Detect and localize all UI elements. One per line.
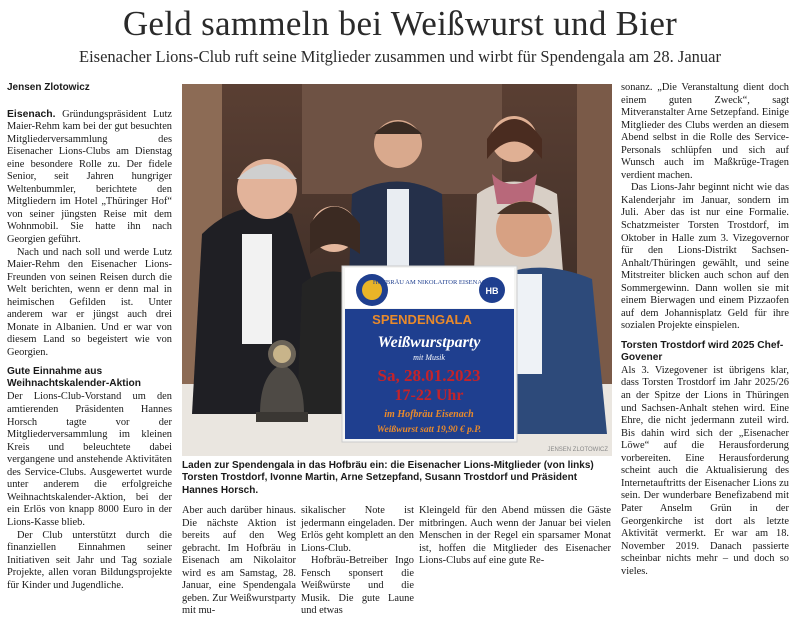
- photo-caption: Laden zur Spendengala in das Hofbräu ein: die Eisenacher Lions-Mitglieder (von links) Torsten Trostdorf, Ivonne Martin, Arne Setzepfand, Susann Trostdorf und Präsident Hannes Horsch.: [182, 460, 594, 496]
- article-column-2: [182, 505, 296, 618]
- poster-time: 17-22 Uhr: [394, 387, 464, 404]
- subheadline: Eisenacher Lions-Club ruft seine Mitglieder zusammen und wirbt für Spendengala am 28. Januar: [79, 47, 721, 66]
- article-column-1: [7, 82, 172, 592]
- paragraph: Als 3. Vizegovener ist übrigens klar, dass Torsten Trostdorf im Jahr 2025/26 an der Spitze der Lions in Thüringen und Sachsen-Anhalt stehen wird. Eine Ehre, die nicht jedermann zuteil wird. Bis dahin wird sich der „Eisenacher Löwe“ auf die Herausforderung vorbereiten. Eine Herausforderung scheint auch die Aktualisierung des Internetauftritts der Eisenacher Lions zu sein. Der wunderbare Benefizabend mit Pater Anselm Grün in der Georgenkirche ist dort als letzte Aktivität vermerkt. Er war am 18. November 2019. Danach passierte scheinbar nichts mehr – und doch so vieles.: [621, 364, 789, 577]
- paragraph: Aber auch darüber hinaus. Die nächste Aktion ist bereits auf den Weg gebracht. Im Hofbräu in Eisenach am Nikolaitor wird es am Samstag, 28. Januar, eine Spendengala geben. Zur Weißwurstparty mit mu-: [182, 505, 296, 617]
- photo-credit: JENSEN ZLOTOWICZ: [547, 447, 608, 453]
- headline: Geld sammeln bei Weißwurst und Bier: [122, 4, 678, 43]
- paragraph-text: Gründungspräsident Lutz Maier-Rehm kam bei der gut besuchten Mitgliederversammlung des Eisenacher Lions-Clubs am Dienstag eine besondere Rolle zu. Der fidele Senior, seit Jahren hungriger Weltenbummler, berichtete den Mitgliedern im Hotel „Thüringer Hof“ von seiner jüngsten Reise mit dem Wohnmobil. Sie hatte ihn nach Georgien geführt.: [7, 108, 172, 246]
- poster-venue: HOFBRÄU AM NIKOLAITOR EISENACH: [372, 279, 492, 286]
- paragraph: Das Lions-Jahr beginnt nicht wie das Kalenderjahr im Januar, sondern im Juli. Aber das ist nur eine Formalie. Schatzmeister Torsten Trostdorf, im Oktober in Halle zum 3. Vizegovernor für den Lions-Distrikt Sachsen-Anhalt/Thüringen gewählt, und seine Mitstreiter blicken auch schon auf den Sommergewinn. Dann wollen sie mit einem Bierwagen und einem Pizzaofen auf dem Johannisplatz Geld für ihre sozialen Projekte einspielen.: [621, 182, 789, 332]
- paragraph: Kleingeld für den Abend müssen die Gäste mitbringen. Auch wenn der Januar bei vielen Menschen in der Regel ein sparsamer Monat ist, hoffen die Mitglieder des Eisenacher Lions-Clubs auf eine gute Re-: [419, 505, 611, 567]
- paragraph: Der Club unterstützt durch die finanziellen Einnahmen seiner Initiativen seit Jahr und Tag soziale Projekte, allen voran Bildungsprojekte für Kinder und Jugendliche.: [7, 529, 172, 591]
- poster-place: im Hofbräu Eisenach: [384, 409, 474, 420]
- poster-title: Weißwurstparty: [377, 334, 481, 351]
- author-byline: Jensen Zlotowicz: [7, 82, 90, 93]
- paragraph: Hofbräu-Betreiber Ingo Fensch sponsert die Weißwürste und die Musik. Die gute Laune und etwas: [301, 555, 414, 617]
- poster-hb-logo: HB: [485, 286, 499, 296]
- event-poster: [342, 266, 517, 442]
- paragraph: Der Lions-Club-Vorstand um den amtierenden Präsidenten Hannes Horsch tagte vor der Mitgliederversammlung im kleinen Kreis und beleuchtete dabei vergangene und anstehende Aktivitäten des Service-Clubs. Ausgewertet wurde unter anderem die erfolgreiche Weihnachtskalender-Aktion, bei der ein Erlös von knapp 8000 Euro in der Lions-Kasse blieb.: [7, 391, 172, 528]
- paragraph: sonanz. „Die Veranstaltung dient doch einem guten Zweck“, sagt Mitveranstalter Arne Setzepfand. Einige Mitglieder des Clubs werden an diesem Abend selbst in die Rolle des Service-Personals schlüpfen und sich auf Wunsch auch im Maßkrüge-Tragen verdient machen.: [621, 82, 789, 181]
- article-column-3: [301, 505, 414, 618]
- paragraph: sikalischer Note ist jedermann eingeladen. Der Erlös geht komplett an den Lions-Club.: [301, 505, 414, 554]
- paragraph: Nach und nach soll und werde Lutz Maier-Rehm den Eisenacher Lions-Freunden von seinen Reisen durch die Welt berichten, wenn er denn mal in heimischen Gefilden ist. Unter anderem war er jüngst auch drei Monate in Albanien. Und er war von diesem Land so begeistert wie von Georgien.: [7, 246, 172, 358]
- dateline: Eisenach.: [7, 108, 56, 120]
- paragraph: [7, 109, 172, 247]
- photo-illustration: [182, 84, 612, 456]
- article-column-4: [419, 505, 611, 568]
- section-subhead: Gute Einnahme aus Weihnachtskalender-Aktion: [7, 366, 141, 390]
- poster-banner: SPENDENGALA: [372, 312, 472, 327]
- poster-subtitle: mit Musik: [413, 353, 445, 362]
- section-subhead: Torsten Trostdorf wird 2025 Chef-Govener: [621, 339, 784, 363]
- article-column-5: [621, 82, 789, 578]
- poster-date: Sa, 28.01.2023: [377, 366, 481, 385]
- poster-price: Weißwurst satt 19,90 € p.P.: [376, 425, 482, 435]
- article-photo: [182, 84, 612, 456]
